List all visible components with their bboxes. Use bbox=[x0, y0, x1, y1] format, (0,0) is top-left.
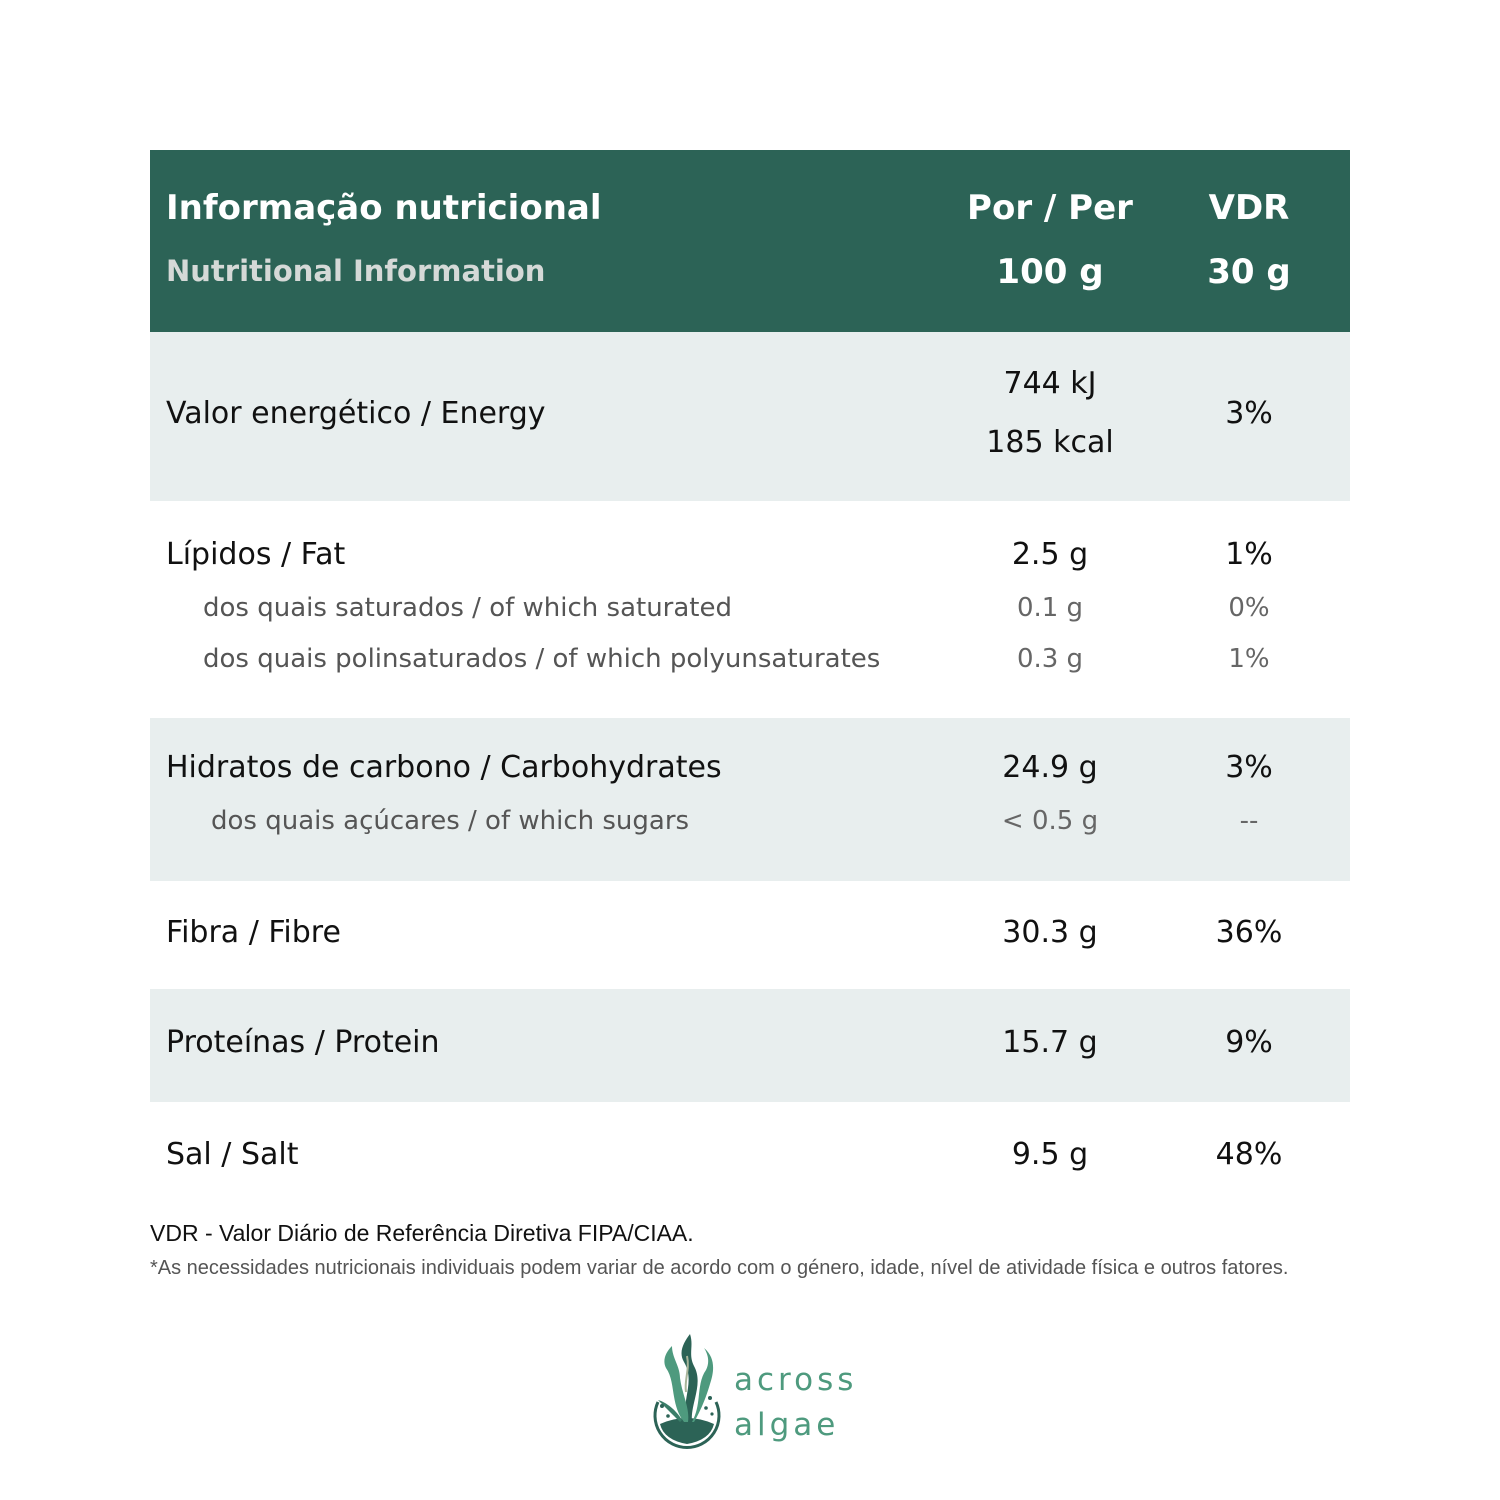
row-value: 15.7 g bbox=[1002, 1025, 1098, 1060]
disclaimer: *As necessidades nutricionais individuais podem variar de acordo com o género, idade, nível de atividade física e outros fatores. bbox=[150, 1257, 1289, 1279]
sub-row-label: dos quais polinsaturados / of which polyunsaturates bbox=[203, 644, 881, 674]
row-value: 30.3 g bbox=[1002, 915, 1098, 950]
sub-row-vdr: -- bbox=[1239, 806, 1259, 836]
row-label: Valor energético / Energy bbox=[166, 396, 546, 431]
sub-row-label: dos quais saturados / of which saturated bbox=[203, 593, 732, 623]
table-row-salt bbox=[150, 1102, 1350, 1210]
row-label: Proteínas / Protein bbox=[166, 1025, 440, 1060]
table-row-fibre bbox=[150, 881, 1350, 989]
row-vdr: 48% bbox=[1215, 1137, 1283, 1172]
brand-name-line1: across bbox=[734, 1362, 858, 1398]
row-vdr: 3% bbox=[1225, 396, 1273, 431]
row-label: Sal / Salt bbox=[166, 1137, 299, 1172]
seaweed-bowl-icon bbox=[650, 1332, 724, 1452]
table-row-energy bbox=[150, 332, 1350, 501]
col-vdr-label: VDR bbox=[1208, 188, 1290, 228]
row-vdr: 9% bbox=[1225, 1025, 1273, 1060]
sub-row-value: < 0.5 g bbox=[1001, 806, 1099, 836]
title-en: Nutritional Information bbox=[166, 254, 546, 288]
vdr-note: VDR - Valor Diário de Referência Diretiva FIPA/CIAA. bbox=[150, 1220, 694, 1246]
row-label: Lípidos / Fat bbox=[166, 537, 346, 572]
col-vdr-amount: 30 g bbox=[1207, 252, 1291, 292]
nutrition-table bbox=[150, 150, 1350, 1210]
sub-row-value: 0.3 g bbox=[1016, 644, 1084, 674]
row-vdr: 36% bbox=[1215, 915, 1283, 950]
row-label: Fibra / Fibre bbox=[166, 915, 341, 950]
row-value: 24.9 g bbox=[1002, 750, 1098, 785]
row-vdr: 1% bbox=[1225, 537, 1273, 572]
table-row-protein bbox=[150, 989, 1350, 1102]
row-value: 9.5 g bbox=[1011, 1137, 1089, 1172]
footnotes bbox=[150, 1220, 1350, 1282]
row-vdr: 3% bbox=[1225, 750, 1273, 785]
energy-kcal: 185 kcal bbox=[986, 425, 1114, 460]
col-per-amount: 100 g bbox=[996, 252, 1104, 292]
table-header bbox=[150, 150, 1350, 332]
title-pt: Informação nutricional bbox=[166, 188, 602, 228]
sub-row-label: dos quais açúcares / of which sugars bbox=[211, 806, 690, 836]
row-label: Hidratos de carbono / Carbohydrates bbox=[166, 750, 722, 785]
brand-name-line2: algae bbox=[734, 1407, 840, 1443]
energy-kj: 744 kJ bbox=[1003, 366, 1097, 401]
row-value: 2.5 g bbox=[1011, 537, 1089, 572]
col-per-label: Por / Per bbox=[967, 188, 1133, 228]
sub-row-vdr: 0% bbox=[1228, 593, 1270, 623]
brand-logo bbox=[650, 1332, 870, 1452]
table-row-fat bbox=[150, 501, 1350, 718]
sub-row-value: 0.1 g bbox=[1016, 593, 1084, 623]
table-row-carbs bbox=[150, 718, 1350, 881]
sub-row-vdr: 1% bbox=[1228, 644, 1270, 674]
